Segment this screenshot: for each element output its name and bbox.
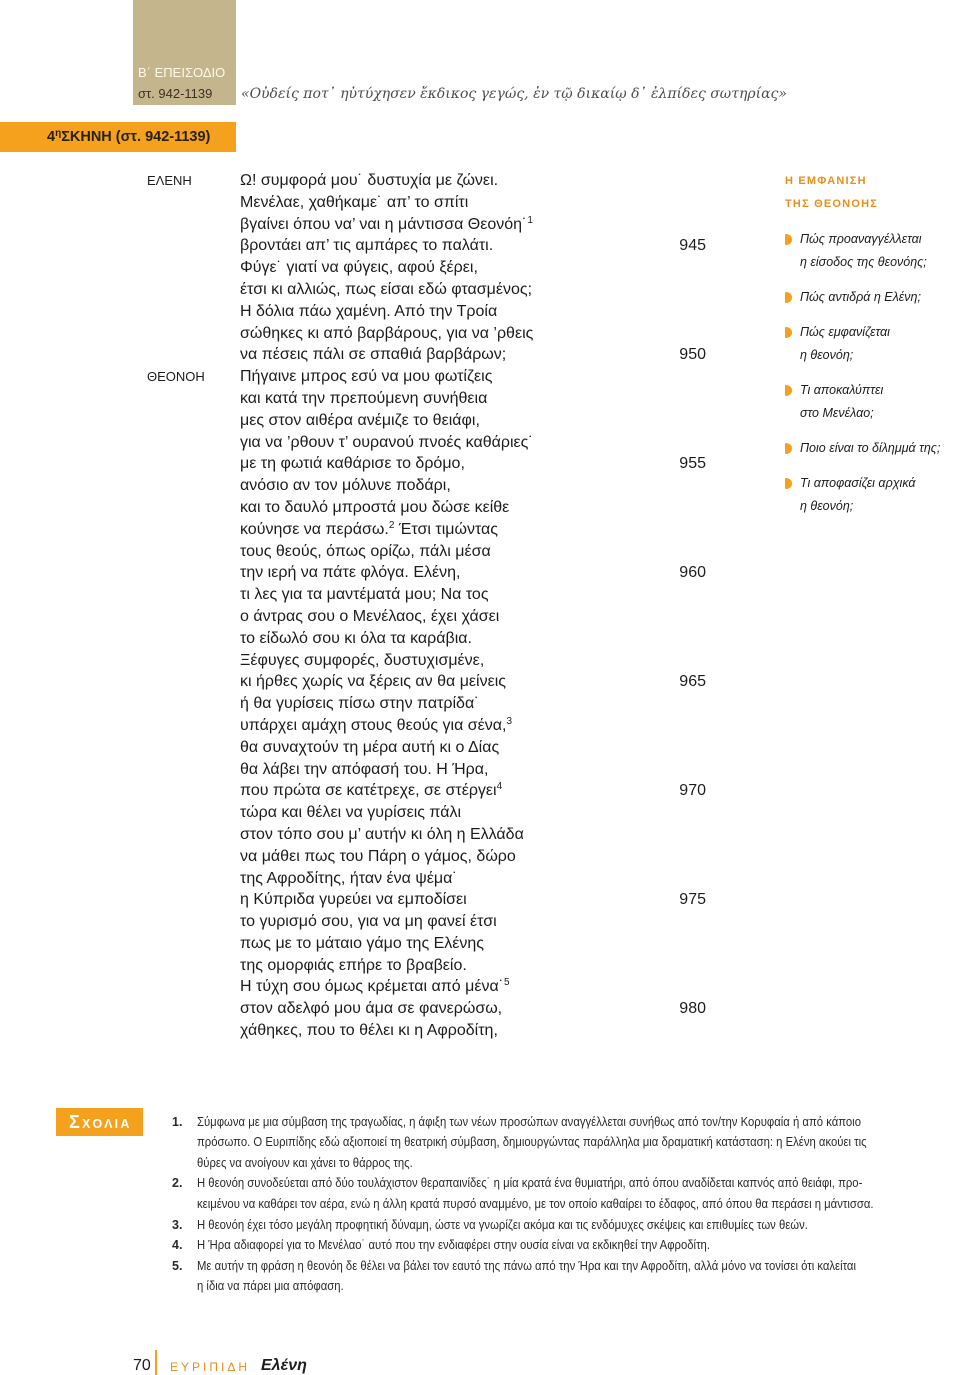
note-number: 5. <box>172 1258 183 1273</box>
sidebar-heading-line1: Η ΕΜΦΑΝΙΣΗ <box>785 174 867 187</box>
verse-text: σώθηκες κι από βαρβάρους, για να ’ρθεις <box>240 324 534 342</box>
scene-label: ΣΚΗΝΗ (στ. 942-1139) <box>61 129 211 145</box>
verse-line <box>240 933 720 955</box>
verse-text-block <box>147 170 720 1042</box>
question-line: η θεονόη; <box>800 498 854 513</box>
verse-line <box>240 606 720 628</box>
note-reference: 4 <box>496 781 503 793</box>
verse-line <box>240 279 720 301</box>
verse-text: να μάθει πως του Πάρη ο γάμος, δώρο <box>240 847 516 865</box>
verse-line <box>240 562 720 584</box>
note-number: 1. <box>172 1114 183 1129</box>
verse-text: Ξέφυγες συμφορές, δυστυχισμένε, <box>240 651 485 669</box>
verse-text: στον αδελφό μου άμα σε φανερώσω, <box>240 1000 503 1018</box>
episode-box <box>133 0 236 105</box>
question-line: Τι αποφασίζει αρχικά <box>800 475 916 490</box>
verse-line <box>240 889 720 911</box>
verse-text: η Κύπριδα γυρεύει να εμποδίσει <box>240 891 467 909</box>
page-number: 70 <box>133 1357 151 1374</box>
verse-text: και κατά την πρεπούμενη συνήθεια <box>240 389 488 407</box>
bullet-icon <box>785 234 792 245</box>
verse-text: που πρώτα σε κατέτρεχε, σε στέργει <box>240 782 497 800</box>
verse-text: Η δόλια πάω χαμένη. Από την Τροία <box>240 302 498 320</box>
question-line: Πώς αντιδρά η Ελένη; <box>800 289 921 304</box>
verse-text: πως με το μάταιο γάμο της Ελένης <box>240 934 485 952</box>
verse-text: θα λάβει την απόφασή του. Η Ήρα, <box>240 760 489 778</box>
verse-text: ή θα γυρίσεις πίσω στην πατρίδα˙ <box>240 695 480 713</box>
question-line: Ποιο είναι το δίλημμά της; <box>800 440 941 455</box>
verse-text: για να ’ρθουν τ’ ουρανού πνοές καθάριες˙ <box>240 433 534 451</box>
verse-line <box>240 868 720 890</box>
verse-line <box>240 344 720 366</box>
note-reference: 3 <box>506 715 513 727</box>
note-number: 2. <box>172 1176 183 1191</box>
question-line: η θεονόη; <box>800 347 854 362</box>
verse-line <box>240 541 720 563</box>
question-line: η είσοδος της θεονόης; <box>800 254 927 269</box>
footer-author: ΕΥΡΙΠΙΔΗ <box>170 1360 251 1374</box>
note-text <box>197 1215 910 1236</box>
note-item <box>172 1215 952 1236</box>
verse-line <box>240 846 720 868</box>
verse-line <box>240 759 720 781</box>
verse-text: της Αφροδίτης, ήταν ένα ψέμα˙ <box>240 869 458 887</box>
question-list <box>785 228 957 518</box>
verse-line <box>240 693 720 715</box>
note-line: θύρες να ανοίγουν και χάνει το θάρρος της. <box>197 1154 413 1170</box>
note-line: Η θεονόη συνοδεύεται από δύο τουλάχιστον θεραπαινίδες˙ η μία κρατά ένα θυμιατήρι, από όπου αναδίδεται καπνός από θειάφι, προ- <box>197 1175 863 1191</box>
note-line: η ίδια να πάρει μια απόφαση. <box>197 1278 344 1294</box>
verse-line <box>240 323 720 345</box>
question-line: Πώς εμφανίζεται <box>800 324 890 339</box>
verse-text: Η τύχη σου όμως κρέμεται από μένα˙ <box>240 978 505 996</box>
bullet-icon <box>785 385 792 396</box>
verse-line <box>147 366 720 388</box>
study-question <box>785 321 957 367</box>
verse-text: κι ήρθες χωρίς να ξέρεις αν θα μείνεις <box>240 673 506 691</box>
note-item <box>172 1112 952 1174</box>
verse-line <box>240 1020 720 1042</box>
verse-line <box>240 650 720 672</box>
verse-line <box>240 257 720 279</box>
verse-text: βροντάει απ’ τις αμπάρες το παλάτι. <box>240 237 494 255</box>
study-question <box>785 472 957 518</box>
note-number: 3. <box>172 1217 183 1232</box>
line-number: 960 <box>679 564 706 582</box>
speaker-name: ΘΕΟΝΟΗ <box>147 369 205 385</box>
notes-title: ΣΧΟΛΙΑ <box>69 1112 132 1132</box>
study-question <box>785 437 957 460</box>
episode-title: Β΄ ΕΠΕΙΣΟΔΙΟ <box>138 65 226 80</box>
verse-text: Πήγαινε μπρος εσύ να μου φωτίζεις <box>240 368 493 386</box>
scene-title <box>47 122 210 152</box>
verse-line <box>240 737 720 759</box>
note-text <box>197 1112 910 1174</box>
note-line: Με αυτήν τη φράση η θεονόη δε θέλει να βάλει τον εαυτό της πάνω από την Ήρα και την Αφροδίτη, αλλά μόνο να τονίσει ότι καλείται <box>197 1257 856 1273</box>
scene-ordinal-suffix: η <box>55 128 62 139</box>
study-question <box>785 228 957 274</box>
question-line: Πώς προαναγγέλλεται <box>800 231 922 246</box>
verse-line <box>240 715 720 737</box>
note-line: Η θεονόη έχει τόσο μεγάλη προφητική δύναμη, ώστε να γνωρίζει ακόμα και τις ενδόμυχες σκέψεις και επιθυμίες των θεών. <box>197 1216 808 1232</box>
verse-line <box>240 301 720 323</box>
note-line: Σύμφωνα με μια σύμβαση της τραγωδίας, η άφιξη των νέων προσώπων αναγγέλλεται συνήθως από τον/την Κορυφαία ή από κάποιο <box>197 1113 862 1129</box>
verse-text: την ιερή να πάτε φλόγα. Ελένη, <box>240 564 461 582</box>
question-line: Τι αποκαλύπτει <box>800 382 884 397</box>
verse-text: τους θεούς, όπως ορίζω, πάλι μέσα <box>240 542 491 560</box>
verse-line <box>240 671 720 693</box>
verse-line <box>240 955 720 977</box>
bullet-icon <box>785 292 792 303</box>
question-line: στο Μενέλαο; <box>800 405 874 420</box>
note-number: 4. <box>172 1238 183 1253</box>
verse-text-continued: Έτσι τιμώντας <box>394 520 499 538</box>
footer-divider <box>155 1350 157 1375</box>
verse-text: το γυρισμό σου, για να μη φανεί έτσι <box>240 913 497 931</box>
verse-text: Φύγε˙ γιατί να φύγεις, αφού ξέρει, <box>240 259 478 277</box>
verse-text: υπάρχει αμάχη στους θεούς για σένα, <box>240 716 507 734</box>
verse-text: θα συναχτούν τη μέρα αυτή κι ο Δίας <box>240 738 500 756</box>
note-text <box>197 1235 910 1256</box>
study-question <box>785 286 957 309</box>
verse-line <box>240 432 720 454</box>
line-number: 950 <box>679 346 706 364</box>
sidebar-heading-line2: ΤΗΣ ΘΕΟΝΟΗΣ <box>785 197 879 210</box>
verse-line <box>240 410 720 432</box>
verse-text: ο άντρας σου ο Μενέλαος, έχει χάσει <box>240 607 500 625</box>
study-questions-sidebar <box>785 170 957 530</box>
verse-text: χάθηκες, που το θέλει κι η Αφροδίτη, <box>240 1022 498 1040</box>
verse-line <box>240 628 720 650</box>
note-text <box>197 1256 910 1297</box>
bullet-icon <box>785 478 792 489</box>
verse-text: τώρα και θέλει να γυρίσεις πάλι <box>240 804 462 822</box>
verse-text: με τη φωτιά καθάρισε το δρόμο, <box>240 455 465 473</box>
verse-text: στον τόπο σου μ’ αυτήν κι όλη η Ελλάδα <box>240 825 524 843</box>
note-line: Η Ήρα αδιαφορεί για το Μενέλαο˙ αυτό που την ενδιαφέρει στην ουσία είναι να εκδικηθεί την Αφροδίτη. <box>197 1237 710 1253</box>
verse-text: έτσι κι αλλιώς, πως είσαι εδώ φτασμένος; <box>240 280 533 298</box>
notes-list <box>172 1112 952 1297</box>
verse-line <box>240 824 720 846</box>
footer-work-title: Ελένη <box>261 1357 307 1374</box>
verse-text: Μενέλαε, χαθήκαμε˙ απ’ το σπίτι <box>240 193 469 211</box>
note-item <box>172 1173 952 1214</box>
verse-text: το είδωλό σου κι όλα τα καράβια. <box>240 629 472 647</box>
verse-text: και το δαυλό μπροστά μου δώσε κείθε <box>240 498 510 516</box>
verse-line <box>240 998 720 1020</box>
verse-line <box>240 584 720 606</box>
note-reference: 5 <box>504 977 510 989</box>
verse-text: της ομορφιάς επήρε το βραβείο. <box>240 956 467 974</box>
verse-text: βγαίνει όπου να’ ναι η μάντισσα Θεονόη˙ <box>240 215 528 233</box>
verse-text: ανόσιο αν τον μόλυνε ποδάρι, <box>240 477 451 495</box>
verse-text: τι λες για τα μαντέματά μου; Να τος <box>240 586 489 604</box>
verse-text: μες στον αιθέρα ανέμιζε το θειάφι, <box>240 411 480 429</box>
epigraph-quote: «Οὐδείς ποτ᾽ ηὐτύχησεν ἔκδικος γεγώς, ἐν τῷ δικαίῳ δ᾽ ἐλπίδες σωτηρίας» <box>241 86 787 102</box>
bullet-icon <box>785 327 792 338</box>
verse-line <box>240 214 720 236</box>
note-line: κειμένου να καθάρει τον αέρα, ενώ η άλλη κρατά πυρσό αναμμένο, με τον οποίο καθαίρει το έδαφος, από όπου θα περάσει η μάντισσα. <box>197 1196 874 1212</box>
verse-text: να πέσεις πάλι σε σπαθιά βαρβάρων; <box>240 346 507 364</box>
study-question <box>785 379 957 425</box>
episode-line-range: στ. 942-1139 <box>138 86 213 101</box>
verse-text: Ω! συμφορά μου˙ δυστυχία με ζώνει. <box>240 172 499 189</box>
verse-line <box>240 192 720 214</box>
note-reference: 1 <box>527 214 533 226</box>
speaker-name: ΕΛΕΝΗ <box>147 173 192 188</box>
verse-line <box>240 475 720 497</box>
line-number: 980 <box>679 1000 706 1018</box>
note-item <box>172 1256 952 1297</box>
verse-line <box>240 976 720 998</box>
line-number: 945 <box>679 237 706 255</box>
verse-line <box>240 453 720 475</box>
verse-line <box>240 802 720 824</box>
bullet-icon <box>785 443 792 454</box>
scene-header <box>0 122 236 152</box>
line-number: 970 <box>679 782 706 800</box>
verse-text: κούνησε να περάσω. <box>240 520 389 538</box>
verse-line <box>240 911 720 933</box>
verse-line <box>240 780 720 802</box>
notes-label <box>56 1108 143 1136</box>
verse-line <box>147 170 720 192</box>
scene-ordinal: 4 <box>47 129 56 145</box>
note-line: πρόσωπο. Ο Ευριπίδης εδώ αξιοποιεί τη θεατρική σύμβαση, δημιουργώντας παράλληλα μια δραματική κατάσταση: η Ελένη ακούει τις <box>197 1134 867 1150</box>
verse-line <box>240 235 720 257</box>
verse-line <box>240 519 720 541</box>
line-number: 965 <box>679 673 706 691</box>
note-text <box>197 1173 910 1214</box>
note-reference: 2 <box>388 519 395 531</box>
line-number: 955 <box>679 455 706 473</box>
note-item <box>172 1235 952 1256</box>
verse-line <box>240 388 720 410</box>
verse-line <box>240 497 720 519</box>
line-number: 975 <box>679 891 706 909</box>
